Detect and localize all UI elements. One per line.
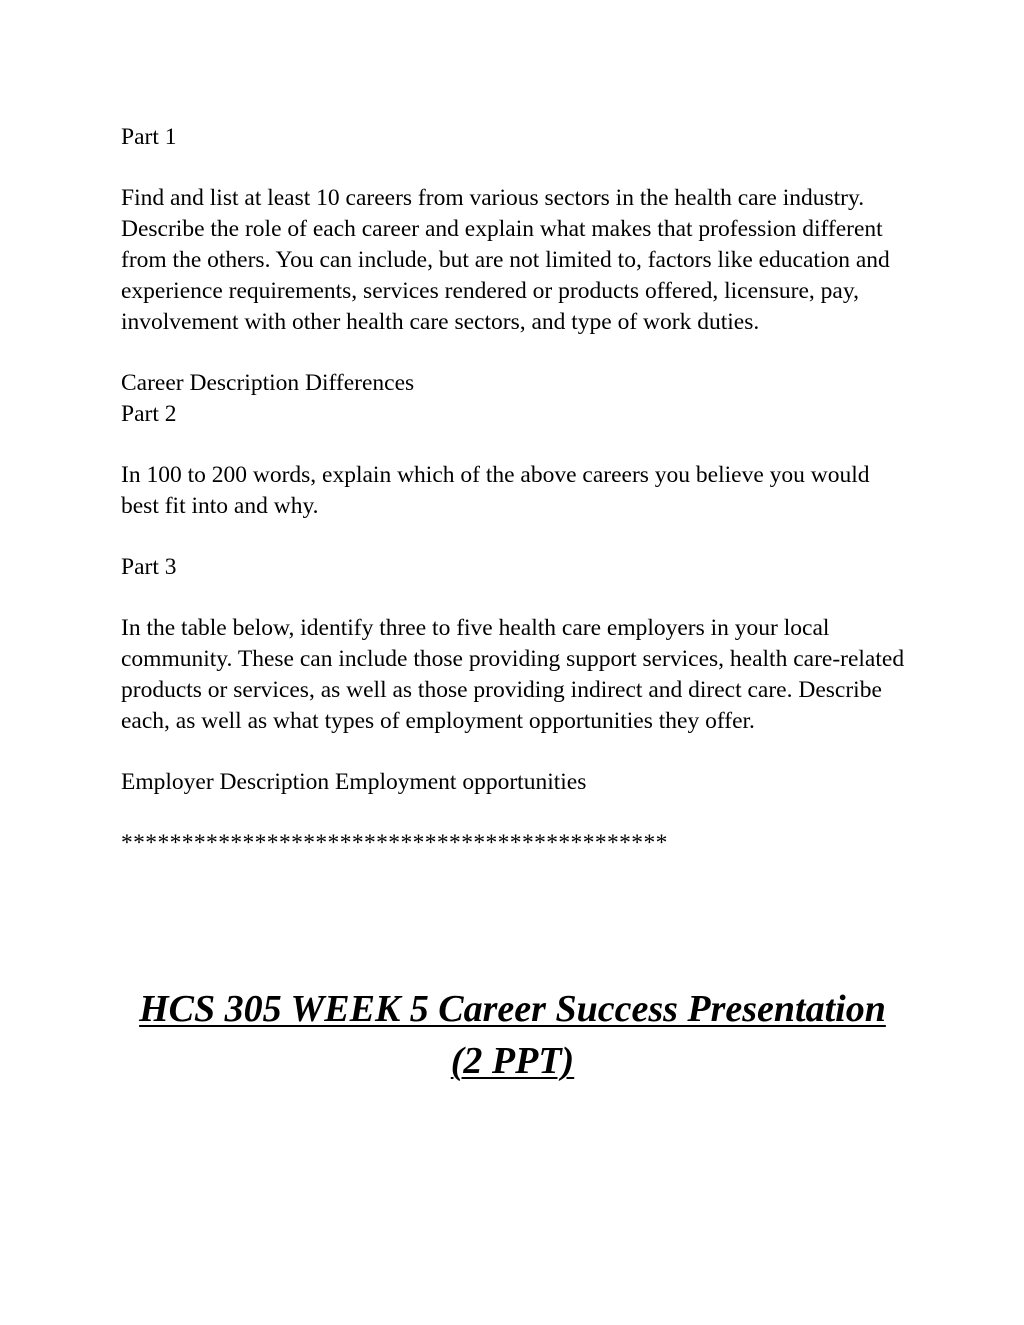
part2-heading: Part 2 [121,401,177,427]
part3-heading: Part 3 [121,554,177,580]
title-line-2: (2 PPT) [450,1040,575,1082]
separator-line: ********************************************* [121,830,668,856]
part2-instructions: In 100 to 200 words, explain which of the above careers you believe you would best fit into and why. [121,462,870,519]
part3-instructions: In the table below, identify three to five health care employers in your local community. These can include those providing support services, health care-related products or services, as well as those providing indirect and direct care. Describe each, as well as what types of employment opportunities they offer. [121,615,905,734]
employer-table-header: Employer Description Employment opportunities [121,769,587,795]
career-table-header: Career Description Differences [121,370,415,396]
document-title[interactable] [121,983,904,1087]
part1-heading: Part 1 [121,124,177,150]
document-body [121,122,911,859]
part1-instructions: Find and list at least 10 careers from various sectors in the health care industry. Describe the role of each career and explain what makes that profession different from the others. You can include, but are not limited to, factors like education and experience requirements, services rendered or products offered, licensure, pay, involvement with other health care sectors, and type of work duties. [121,185,890,335]
title-line-1: HCS 305 WEEK 5 Career Success Presentation [139,988,886,1030]
